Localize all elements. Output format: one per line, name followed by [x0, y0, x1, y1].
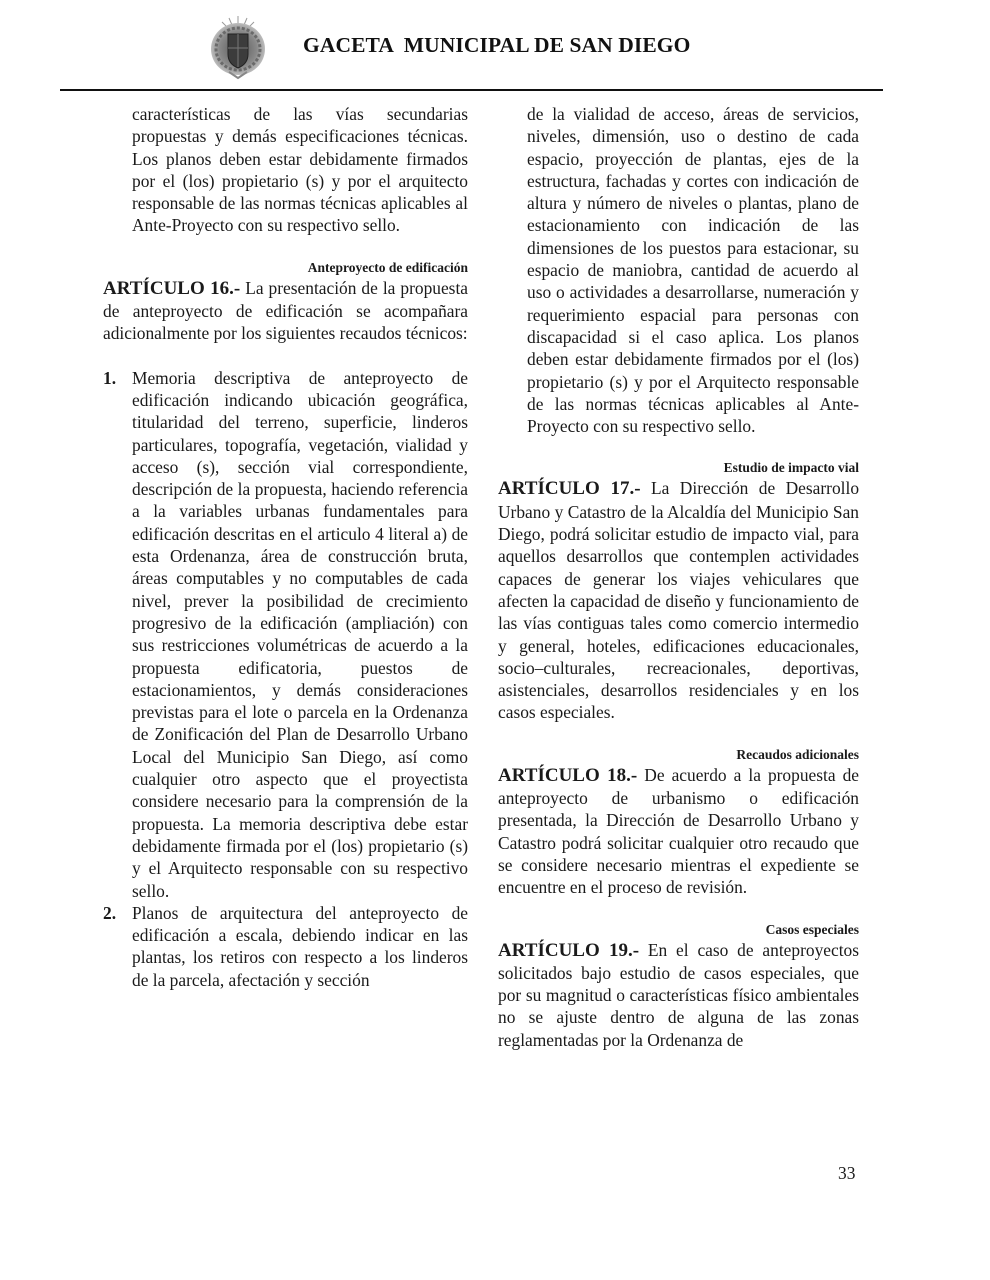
article-17-label: ARTÍCULO 17.-	[498, 478, 641, 500]
requirements-list	[103, 367, 468, 991]
page-number: 33	[838, 1163, 856, 1183]
spacer	[498, 899, 859, 921]
list-item	[103, 902, 468, 991]
article-16-rubric: Anteproyecto de edificación	[307, 259, 468, 275]
list-item-text: Planos de arquitectura del anteproyecto de edificación a escala, debiendo indicar en las plantas, los retiros con respecto a los linderos de la parcela, afectación y sección	[132, 902, 468, 990]
continuation-paragraph: características de las vías secundarias propuestas y demás especificaciones técnicas. Los planos deben estar debidamente firmados por el (los) propietario (s) y por el arquitecto responsable de las normas técnicas aplicables al Ante-Proyecto con su respectivo sello.	[132, 104, 468, 236]
article-19-paragraph	[498, 939, 859, 1051]
spacer	[103, 345, 468, 367]
right-column	[498, 103, 859, 1051]
list-item-text: Memoria descriptiva de anteproyecto de edificación indicando ubicación geográfica, titularidad del terreno, superficie, linderos particulares, topografía, vegetación, vialidad y acceso (s), sección vial correspondiente, descripción de la propuesta, haciendo referencia a la variables urbanas fundamentales para edificación descritas en el articulo 4 literal a) de esta Ordenanza, área de construcción bruta, áreas computables y no computables de cada nivel, prever la posibilidad de crecimiento progresivo de la edificación (ampliación) con sus restricciones volumétricas de acuerdo a la propuesta edificatoria, puestos de estacionamientos, y demás consideraciones previstas para el lote o parcela en la Ordenanza de Zonificación del Plan de Desarrollo Urbano Local del Municipio San Diego, así como cualquier otro aspecto que el proyectista considere necesario para la comprensión de la propuesta. La memoria descriptiva debe estar debidamente firmada por el (los) propietario (s) y el Arquitecto responsable con su respectivo sello.	[132, 367, 468, 901]
article-17-rubric: Estudio de impacto vial	[723, 460, 859, 476]
article-18-rubric: Recaudos adicionales	[736, 746, 859, 762]
list-item-number: 2.	[103, 902, 117, 923]
article-17-text: La Dirección de Desarrollo Urbano y Catastro de la Alcaldía del Municipio San Diego, podrá solicitar estudio de impacto vial, para aquellos desarrollos que contemplen actividades capaces de generar los viajes vehiculares que afecten la capacidad de diseño y funcionamiento de las vías contiguas tales como comercio intermedio y general, hoteles, edificaciones educacionales, socio–culturales, recreacionales, deportivas, asistenciales, desarrollos residenciales y en los casos especiales.	[498, 478, 860, 723]
article-17-paragraph	[498, 477, 859, 723]
left-column	[103, 103, 468, 991]
page-header	[0, 0, 990, 95]
article-16-label: ARTÍCULO 16.-	[103, 277, 241, 299]
article-18-text: De acuerdo a la propuesta de anteproyecto de urbanismo o edificación presentada, la Dirección de Desarrollo Urbano y Catastro podrá solicitar cualquier otro recaudo que se considere necesario mientras el expediente se encuentre en el proceso de revisión.	[498, 764, 859, 898]
article-16-text: La presentación de la propuesta de anteproyecto de edificación se acompañara adicionalmente por los siguientes recaudos técnicos:	[103, 277, 468, 344]
header-divider	[60, 89, 883, 91]
article-18-label: ARTÍCULO 18.-	[498, 764, 638, 786]
spacer	[498, 437, 859, 459]
continuation-paragraph: de la vialidad de acceso, áreas de servicios, niveles, dimensión, uso o destino de cada espacio, proyección de plantas, ejes de la estructura, fachadas y cortes con indicación de altura y número de niveles o plantas, plano de estacionamiento con indicación de las dimensiones de los puestos para estacionar, su espacio de maniobra, cantidad de acuerdo al uso o actividades a desarrollarse, numeración y requerimiento espacial para personas con discapacidad si el caso aplica. Los planos deben estar debidamente firmados por el (los) propietario (s) y por el Arquitecto responsable de las normas técnicas aplicables al Ante-Proyecto con su respectivo sello.	[527, 104, 859, 437]
list-item-number: 1.	[103, 367, 117, 388]
article-19-text: En el caso de anteproyectos solicitados bajo estudio de casos especiales, que por su magnitud o características físico ambientales no se ajuste dentro de alguna de las zonas reglamentadas por la Ordenanza de	[498, 939, 860, 1050]
spacer	[498, 724, 859, 746]
spacer	[103, 237, 468, 259]
gazette-title: GACETA MUNICIPAL DE SAN DIEGO	[303, 33, 691, 57]
article-19-label: ARTÍCULO 19.-	[498, 939, 640, 961]
article-19-rubric: Casos especiales	[765, 921, 859, 937]
municipal-coat-of-arms-icon	[209, 14, 267, 80]
list-item	[103, 367, 468, 902]
article-16-paragraph	[103, 277, 468, 345]
article-18-paragraph	[498, 764, 859, 899]
